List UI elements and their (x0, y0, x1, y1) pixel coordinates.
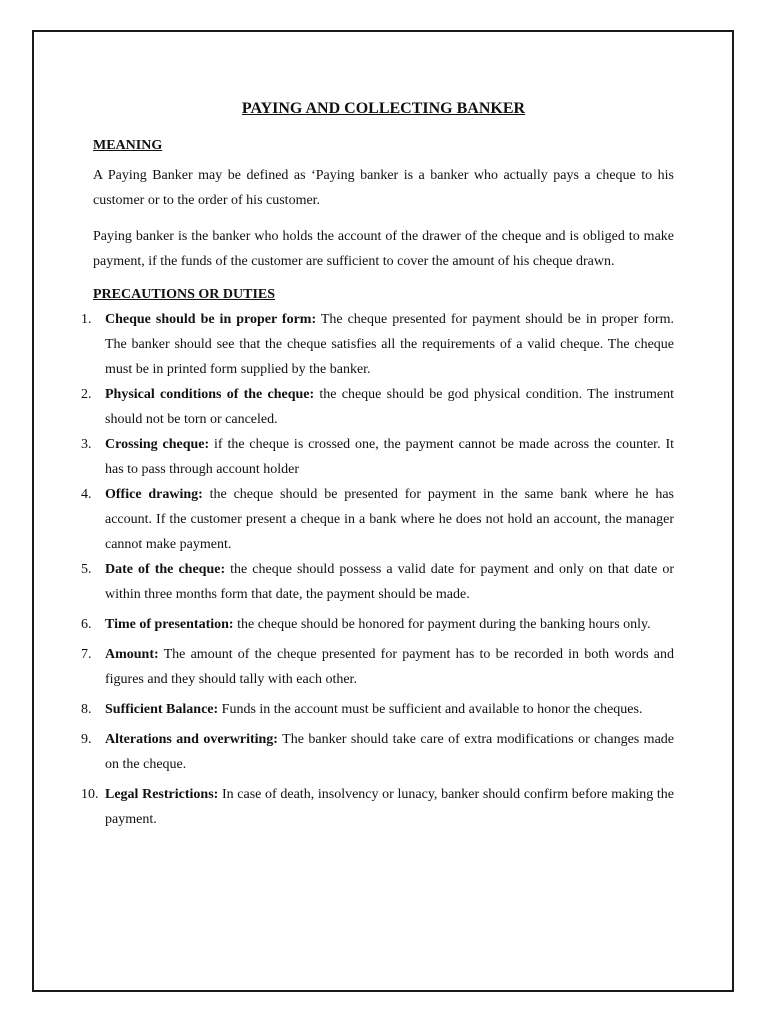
list-item-term: Crossing cheque: (105, 437, 210, 452)
list-item-text: The amount of the cheque presented for payment has to be recorded in both words and figures and they should tally with each other. (105, 647, 674, 687)
list-item-text: if the cheque is crossed one, the payment cannot be made across the counter. It has to pass through account holder (105, 437, 674, 477)
list-item-term: Office drawing: (105, 487, 203, 502)
document-content (81, 98, 675, 832)
list-item-term: Cheque should be in proper form: (105, 312, 317, 327)
list-item-number: 4. (81, 487, 92, 502)
list-item-text: The banker should take care of extra modifications or changes made on the cheque. (105, 732, 675, 772)
list-item-number: 7. (81, 647, 92, 662)
list-item-number: 1. (81, 312, 92, 327)
list-item-text: In case of death, insolvency or lunacy, banker should confirm before making the payment. (105, 787, 674, 827)
list-item-text: Funds in the account must be sufficient and available to honor the cheques. (218, 702, 643, 717)
list-item-term: Alterations and overwriting: (105, 732, 278, 747)
list-item (81, 382, 675, 432)
list-item-number: 9. (81, 732, 92, 747)
list-item (81, 727, 675, 777)
list-item-text: the cheque should be god physical condition. The instrument should not be torn or canceled. (105, 387, 675, 427)
list-item-term: Date of the cheque: (105, 562, 226, 577)
list-item (81, 782, 674, 832)
list-item-term: Time of presentation: (105, 617, 234, 632)
meaning-heading: MEANING (93, 138, 163, 153)
list-item-number: 8. (81, 702, 92, 717)
list-item (81, 697, 674, 722)
list-item (81, 642, 674, 692)
list-item (81, 612, 674, 637)
list-item-number: 2. (81, 387, 92, 402)
meaning-paragraph-2: Paying banker is the banker who holds the account of the drawer of the cheque and is obliged to make payment, if the funds of the customer are sufficient to cover the amount of his cheque drawn. (93, 229, 674, 269)
list-item (81, 482, 674, 557)
list-item-term: Legal Restrictions: (105, 787, 219, 802)
list-item (81, 432, 674, 482)
list-item-term: Sufficient Balance: (105, 702, 219, 717)
duties-list (81, 307, 675, 832)
list-item (81, 307, 674, 382)
duties-heading: PRECAUTIONS OR DUTIES (93, 287, 276, 302)
meaning-paragraph-1: A Paying Banker may be defined as ‘Paying banker is a banker who actually pays a cheque to his customer or to the order of his customer. (93, 168, 674, 208)
list-item-term: Amount: (105, 647, 159, 662)
list-item-term: Physical conditions of the cheque: (105, 387, 315, 402)
list-item-text: The cheque presented for payment should be in proper form. The banker should see that the cheque satisfies all the requirements of a valid cheque. The cheque must be in printed form supplied by the banker. (105, 312, 674, 377)
list-item-number: 5. (81, 562, 92, 577)
list-item-text: the cheque should be honored for payment during the banking hours only. (233, 617, 651, 632)
document-title: PAYING AND COLLECTING BANKER (241, 100, 526, 117)
list-item-number: 10. (81, 787, 99, 802)
list-item-number: 3. (81, 437, 92, 452)
list-item (81, 557, 674, 607)
list-item-text: the cheque should be presented for payment in the same bank where he has account. If the customer present a cheque in a bank where he does not hold an account, the manager cannot make payment. (105, 487, 674, 552)
list-item-text: the cheque should possess a valid date for payment and only on that date or within three months form that date, the payment should be made. (105, 562, 674, 602)
list-item-number: 6. (81, 617, 92, 632)
